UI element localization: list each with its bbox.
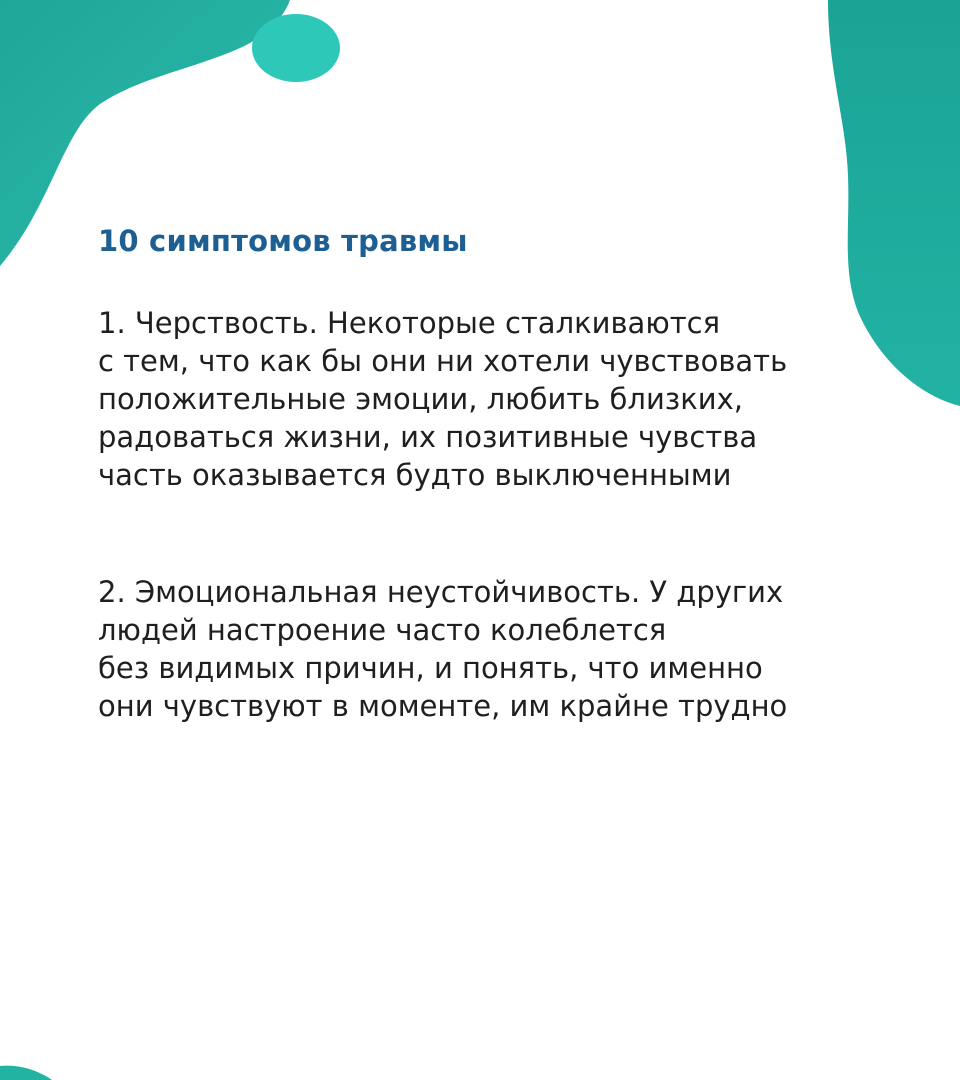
paragraph-line: часть оказывается будто выключенными	[98, 458, 732, 492]
paragraph-line: людей настроение часто колеблется	[98, 613, 667, 647]
paragraph-line: с тем, что как бы они ни хотели чувствовать	[98, 344, 788, 378]
symptom-paragraph-2	[98, 573, 787, 725]
bottom-left-blob	[0, 1066, 52, 1080]
paragraph-line: положительные эмоции, любить близких,	[98, 382, 743, 416]
paragraph-line: 2. Эмоциональная неустойчивость. У других	[98, 575, 784, 609]
paragraph-line: они чувствуют в моменте, им крайне трудно	[98, 689, 788, 723]
top-left-bubble	[252, 14, 340, 82]
page-title: 10 симптомов травмы	[98, 224, 468, 258]
symptom-paragraph-1	[98, 304, 787, 494]
paragraph-line: 1. Черствость. Некоторые сталкиваются	[98, 306, 721, 340]
right-blob	[828, 0, 960, 406]
paragraph-line: без видимых причин, и понять, что именно	[98, 651, 763, 685]
paragraph-line: радоваться жизни, их позитивные чувства	[98, 420, 758, 454]
